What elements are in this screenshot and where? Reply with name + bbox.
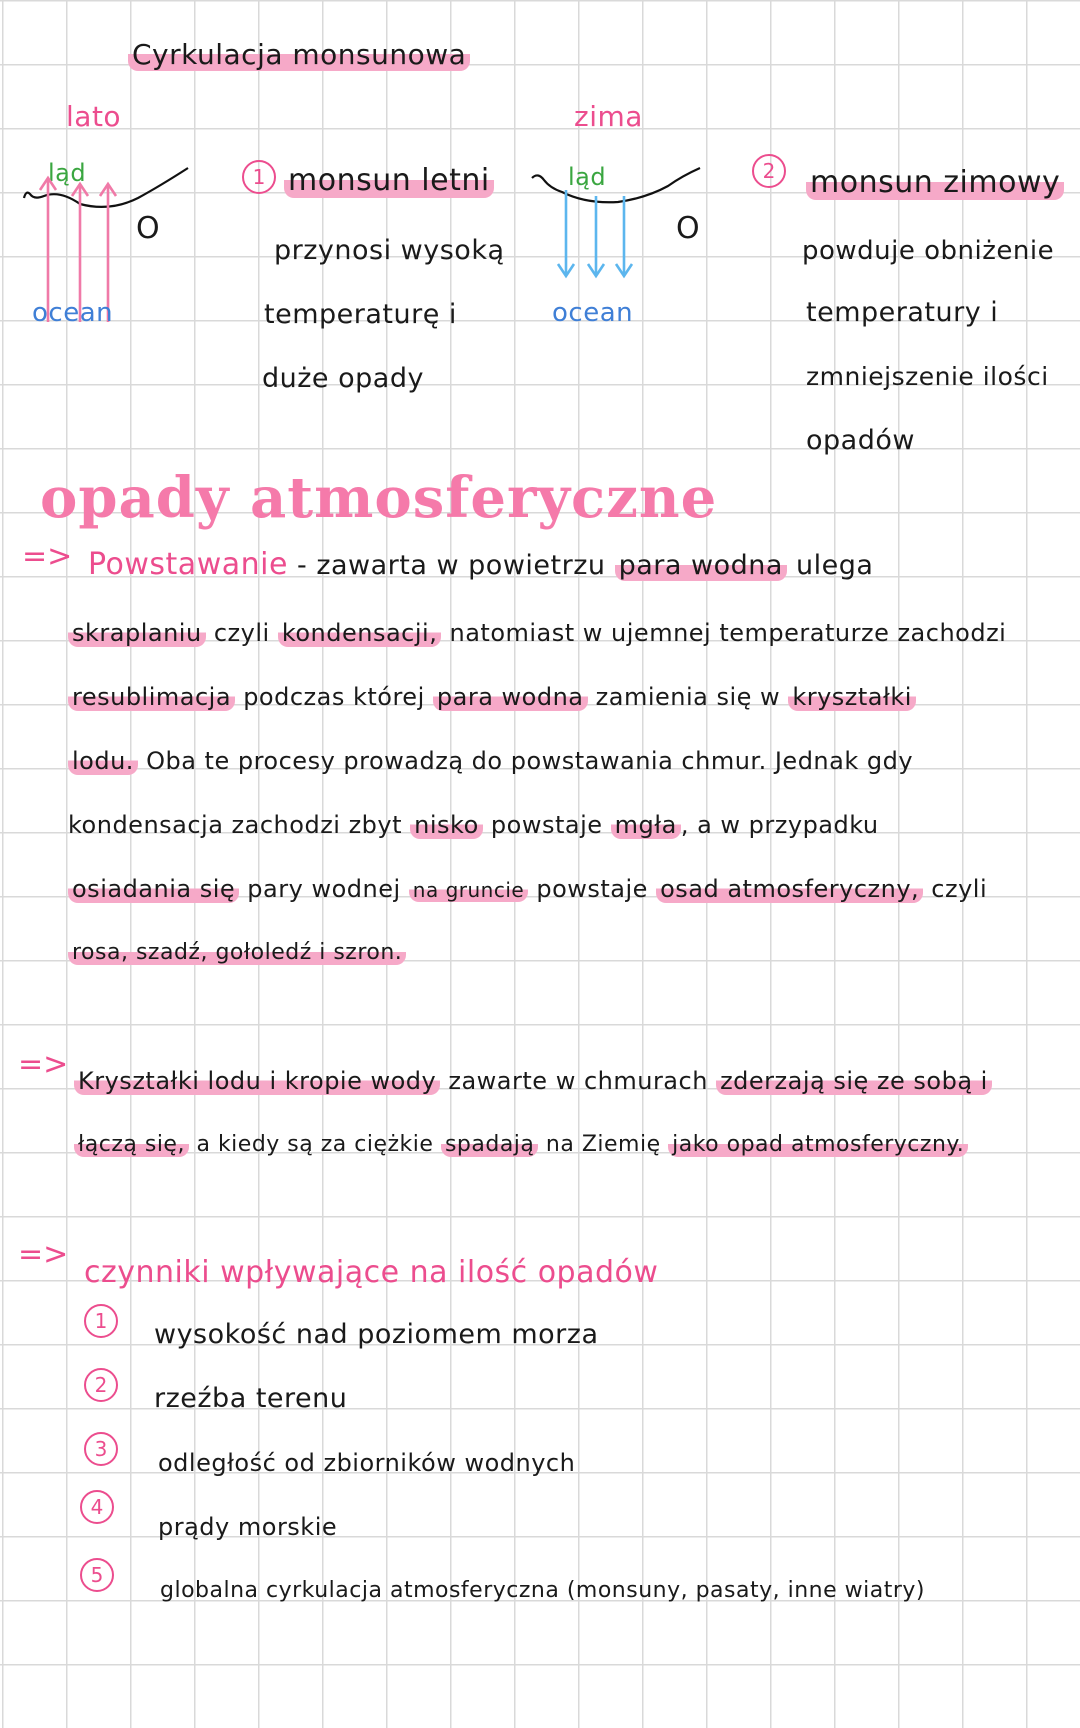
- winter-pressure-symbol: O: [676, 211, 701, 246]
- winter-line-4: opadów: [806, 425, 915, 456]
- summer-label: lato: [66, 100, 122, 133]
- summer-pressure-symbol: O: [136, 211, 161, 246]
- p2-line-2: łączą się, a kiedy są za ciężkie spadają na Ziemię jako opad atmosferyczny.: [74, 1128, 968, 1162]
- summer-line-1: przynosi wysoką: [274, 235, 505, 266]
- factor-number-4: 4: [80, 1490, 114, 1524]
- p1-line-5: kondensacja zachodzi zbyt nisko powstaje mgła , a w przypadku: [68, 811, 879, 839]
- factor-number-3: 3: [84, 1432, 118, 1466]
- arrow-bullet: =>: [18, 1047, 69, 1082]
- arrow-bullet: =>: [18, 1237, 69, 1272]
- winter-number-badge: 2: [752, 154, 786, 188]
- factor-number-2: 2: [84, 1368, 118, 1402]
- summer-diagram: [20, 150, 200, 270]
- summer-heading: monsun letni: [284, 164, 494, 198]
- p1-line-4: lodu. Oba te procesy prowadzą do powstawania chmur. Jednak gdy: [68, 744, 913, 778]
- factor-item-1: wysokość nad poziomem morza: [154, 1319, 599, 1350]
- factors-title: czynniki wpływające na ilość opadów: [84, 1255, 659, 1290]
- summer-line-2: temperaturę i: [264, 299, 457, 330]
- factor-number-5: 5: [80, 1558, 114, 1592]
- summer-land-label: ląd: [48, 159, 87, 187]
- winter-coastline: [532, 168, 700, 202]
- p1-line-2: skraplaniu czyli kondensacji, natomiast w ujemnej temperaturze zachodzi: [68, 616, 1006, 650]
- winter-heading: monsun zimowy: [806, 166, 1064, 200]
- section-title: opady atmosferyczne: [40, 465, 718, 531]
- winter-line-3: zmniejszenie ilości: [806, 362, 1049, 391]
- page-title: Cyrkulacja monsunowa: [128, 38, 470, 72]
- p1-line-1: Powstawanie - zawarta w powietrzu para wodna ulega: [88, 547, 874, 582]
- p1-line-3: resublimacja podczas której para wodna zamienia się w kryształki: [68, 680, 916, 714]
- factor-item-4: prądy morskie: [158, 1513, 338, 1541]
- summer-ocean-label: ocean: [32, 298, 114, 328]
- p2-line-1: Kryształki lodu i kropie wody zawarte w chmurach zderzają się ze sobą i: [74, 1064, 992, 1098]
- winter-line-1: powduje obniżenie: [802, 236, 1055, 266]
- winter-label: zima: [574, 100, 643, 133]
- factor-number-1: 1: [84, 1304, 118, 1338]
- winter-ocean-label: ocean: [552, 298, 634, 328]
- summer-number-badge: 1: [242, 160, 276, 194]
- winter-land-label: ląd: [568, 163, 607, 191]
- p1-line-6: osiadania się pary wodnej na gruncie powstaje osad atmosferyczny, czyli: [68, 872, 987, 907]
- factor-item-5: globalna cyrkulacja atmosferyczna (monsuny, pasaty, inne wiatry): [160, 1578, 926, 1603]
- arrow-bullet: =>: [22, 539, 73, 574]
- p1-line-7: rosa, szadź, gołoledź i szron.: [68, 936, 406, 970]
- summer-line-3: duże opady: [262, 363, 424, 394]
- winter-line-2: temperatury i: [806, 297, 999, 328]
- factor-item-2: rzeźba terenu: [154, 1383, 348, 1414]
- factor-item-3: odległość od zbiorników wodnych: [158, 1449, 576, 1477]
